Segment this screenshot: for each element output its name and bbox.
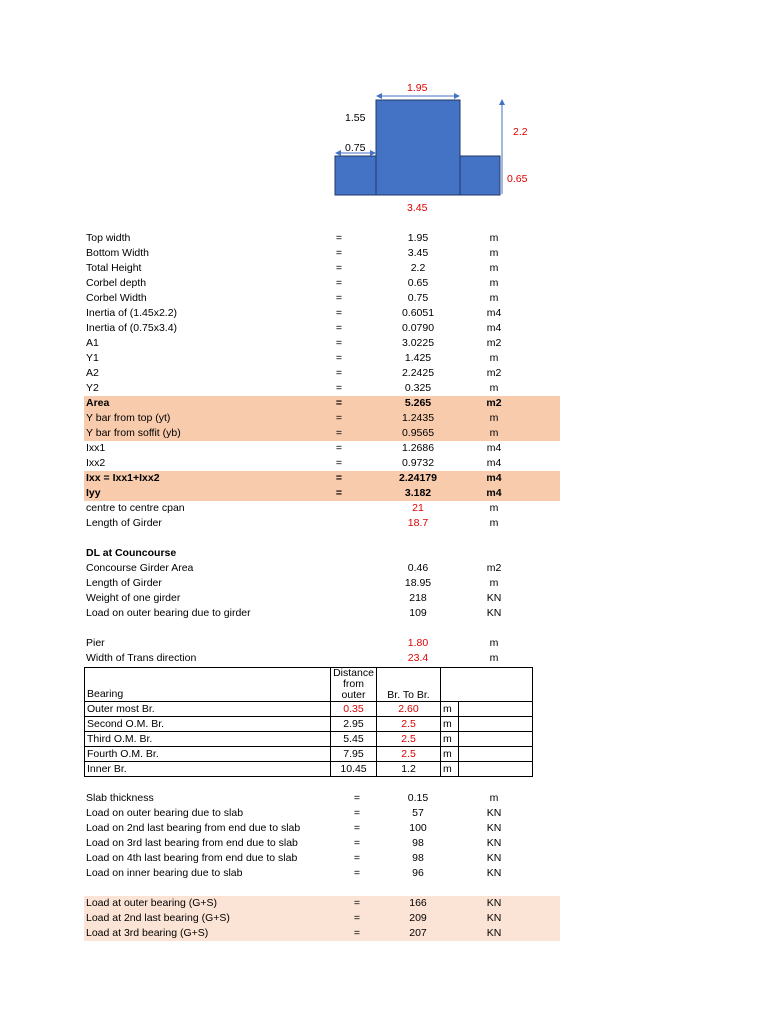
prop-row — [84, 261, 560, 276]
gs-label: Load at outer bearing (G+S) — [86, 897, 218, 909]
prop-unit: m — [489, 277, 499, 289]
bearing-name: Inner Br. — [85, 762, 331, 777]
prop-unit: m — [489, 352, 499, 364]
prop-unit: m2 — [486, 337, 502, 349]
prop-value: 0.0790 — [401, 322, 435, 334]
pier-unit: m — [489, 637, 499, 649]
prop-row-area — [84, 396, 560, 411]
header-bearing: Bearing — [85, 668, 331, 702]
slab-value: 98 — [412, 852, 424, 864]
prop-row — [84, 381, 560, 396]
dl-unit: m — [489, 577, 499, 589]
prop-value: 0.65 — [407, 277, 429, 289]
prop-row-yb — [84, 426, 560, 441]
bearing-blank — [459, 762, 533, 777]
header-blank — [441, 668, 533, 702]
slab-eq: = — [353, 792, 361, 804]
prop-label: Iyy — [86, 487, 101, 499]
slab-value: 0.15 — [407, 792, 429, 804]
slab-value: 98 — [412, 837, 424, 849]
prop-eq: = — [335, 412, 343, 424]
prop-eq: = — [335, 367, 343, 379]
pier-row — [84, 636, 560, 651]
dl-row — [84, 606, 560, 621]
bearing-br: 2.5 — [377, 732, 441, 747]
header-distance: Distance from outer — [331, 668, 377, 702]
prop-unit: m — [489, 247, 499, 259]
prop-eq: = — [335, 427, 343, 439]
gs-label: Load at 3rd bearing (G+S) — [86, 927, 209, 939]
diagram-top-width: 1.95 — [407, 82, 428, 94]
slab-eq: = — [353, 837, 361, 849]
prop-unit: m2 — [486, 367, 502, 379]
header-br-to-br: Br. To Br. — [377, 668, 441, 702]
bearing-blank — [459, 747, 533, 762]
prop-value: 18.7 — [407, 517, 429, 529]
slab-row — [84, 866, 560, 881]
bearing-br: 2.5 — [377, 717, 441, 732]
prop-eq: = — [335, 457, 343, 469]
gs-row — [84, 926, 560, 941]
prop-eq: = — [335, 277, 343, 289]
prop-unit: m2 — [486, 397, 502, 409]
slab-eq: = — [353, 822, 361, 834]
slab-row — [84, 806, 560, 821]
table-row — [85, 702, 533, 717]
dl-value: 218 — [409, 592, 427, 604]
gs-value: 166 — [409, 897, 427, 909]
prop-value: 1.2686 — [401, 442, 435, 454]
prop-eq: = — [335, 262, 343, 274]
prop-row — [84, 351, 560, 366]
bearing-name: Second O.M. Br. — [85, 717, 331, 732]
slab-row — [84, 791, 560, 806]
prop-eq: = — [335, 337, 343, 349]
prop-value: 5.265 — [404, 397, 432, 409]
prop-label: A2 — [86, 367, 99, 379]
prop-eq: = — [335, 352, 343, 364]
dl-row — [84, 561, 560, 576]
bearing-br: 1.2 — [377, 762, 441, 777]
prop-value: 2.2425 — [401, 367, 435, 379]
prop-label: Ixx1 — [86, 442, 106, 454]
prop-label: Inertia of (1.45x2.2) — [86, 307, 178, 319]
prop-value: 3.0225 — [401, 337, 435, 349]
prop-value: 0.6051 — [401, 307, 435, 319]
bearing-unit: m — [441, 732, 459, 747]
prop-unit: m — [489, 412, 499, 424]
prop-value: 0.325 — [404, 382, 432, 394]
slab-unit: KN — [486, 867, 502, 879]
prop-row-iyy — [84, 486, 560, 501]
gs-unit: KN — [486, 927, 502, 939]
prop-row-ixx — [84, 471, 560, 486]
slab-row — [84, 836, 560, 851]
prop-value: 2.24179 — [399, 472, 437, 484]
prop-eq: = — [335, 397, 343, 409]
dl-unit: KN — [486, 607, 502, 619]
slab-unit: KN — [486, 837, 502, 849]
bearing-distance: 10.45 — [331, 762, 377, 777]
table-row — [85, 732, 533, 747]
prop-label: Y bar from soffit (yb) — [86, 427, 181, 439]
corbel-right — [460, 156, 500, 195]
prop-value: 0.9565 — [401, 427, 435, 439]
gs-value: 207 — [409, 927, 427, 939]
bearing-unit: m — [441, 717, 459, 732]
gs-value: 209 — [409, 912, 427, 924]
slab-value: 57 — [412, 807, 424, 819]
bearing-distance: 2.95 — [331, 717, 377, 732]
prop-value: 3.182 — [404, 487, 432, 499]
dl-row — [84, 591, 560, 606]
pier-label: Pier — [86, 637, 105, 649]
prop-label: Y bar from top (yt) — [86, 412, 171, 424]
dl-label: Load on outer bearing due to girder — [86, 607, 251, 619]
prop-row — [84, 366, 560, 381]
prop-label: Corbel depth — [86, 277, 147, 289]
prop-eq: = — [335, 307, 343, 319]
dl-label: Concourse Girder Area — [86, 562, 194, 574]
prop-label: Y2 — [86, 382, 99, 394]
prop-row-girder-length — [84, 516, 560, 531]
prop-eq: = — [335, 442, 343, 454]
prop-unit: m — [489, 382, 499, 394]
prop-value: 0.9732 — [401, 457, 435, 469]
prop-unit: m — [489, 517, 499, 529]
slab-eq: = — [353, 867, 361, 879]
bearing-unit: m — [441, 747, 459, 762]
prop-unit: m4 — [486, 322, 502, 334]
dl-title-text: DL at Councourse — [86, 547, 177, 559]
slab-unit: KN — [486, 852, 502, 864]
bearing-blank — [459, 732, 533, 747]
bearing-blank — [459, 702, 533, 717]
prop-unit: m — [489, 262, 499, 274]
prop-eq: = — [335, 292, 343, 304]
prop-label: Ixx = Ixx1+Ixx2 — [86, 472, 160, 484]
slab-row — [84, 821, 560, 836]
prop-unit: m — [489, 292, 499, 304]
prop-unit: m4 — [486, 472, 502, 484]
prop-row — [84, 336, 560, 351]
dl-row — [84, 576, 560, 591]
gs-eq: = — [353, 912, 361, 924]
prop-eq: = — [335, 322, 343, 334]
prop-unit: m — [489, 232, 499, 244]
slab-label: Load on 2nd last bearing from end due to slab — [86, 822, 301, 834]
prop-eq: = — [335, 472, 343, 484]
dl-value: 18.95 — [404, 577, 432, 589]
prop-value: 1.425 — [404, 352, 432, 364]
pier-label: Width of Trans direction — [86, 652, 197, 664]
diagram-corbel-depth: 0.65 — [507, 173, 528, 185]
gs-row — [84, 911, 560, 926]
diagram-label-155: 1.55 — [345, 112, 366, 124]
prop-row — [84, 306, 560, 321]
prop-label: Ixx2 — [86, 457, 106, 469]
prop-row — [84, 246, 560, 261]
slab-eq: = — [353, 807, 361, 819]
prop-unit: m4 — [486, 442, 502, 454]
prop-eq: = — [335, 232, 343, 244]
diagram-label-075: 0.75 — [345, 142, 366, 154]
prop-value: 1.2435 — [401, 412, 435, 424]
slab-label: Load on outer bearing due to slab — [86, 807, 244, 819]
prop-value: 2.2 — [410, 262, 426, 274]
bearing-name: Fourth O.M. Br. — [85, 747, 331, 762]
gs-label: Load at 2nd last bearing (G+S) — [86, 912, 230, 924]
prop-row-span — [84, 501, 560, 516]
gs-eq: = — [353, 927, 361, 939]
bearing-blank — [459, 717, 533, 732]
pier-value: 23.4 — [407, 652, 429, 664]
prop-row — [84, 276, 560, 291]
prop-label: centre to centre cpan — [86, 502, 185, 514]
bearing-table — [84, 667, 533, 777]
prop-unit: m4 — [486, 487, 502, 499]
dl-label: Length of Girder — [86, 577, 162, 589]
dl-unit: m2 — [486, 562, 502, 574]
table-row — [85, 762, 533, 777]
slab-row — [84, 851, 560, 866]
prop-unit: m4 — [486, 307, 502, 319]
prop-eq: = — [335, 247, 343, 259]
slab-value: 100 — [409, 822, 427, 834]
prop-unit: m — [489, 502, 499, 514]
gs-unit: KN — [486, 897, 502, 909]
bearing-unit: m — [441, 762, 459, 777]
prop-label: Length of Girder — [86, 517, 162, 529]
slab-label: Slab thickness — [86, 792, 154, 804]
prop-eq: = — [335, 382, 343, 394]
prop-value: 0.75 — [407, 292, 429, 304]
prop-row-yt — [84, 411, 560, 426]
slab-unit: KN — [486, 822, 502, 834]
prop-value: 21 — [412, 502, 424, 514]
prop-row — [84, 231, 560, 246]
slab-eq: = — [353, 852, 361, 864]
slab-label: Load on 4th last bearing from end due to slab — [86, 852, 298, 864]
prop-value: 1.95 — [407, 232, 429, 244]
prop-label: Top width — [86, 232, 131, 244]
prop-unit: m4 — [486, 457, 502, 469]
pier-unit: m — [489, 652, 499, 664]
bearing-distance: 7.95 — [331, 747, 377, 762]
diagram-bottom-width: 3.45 — [407, 202, 428, 214]
bearing-br: 2.60 — [377, 702, 441, 717]
bearing-unit: m — [441, 702, 459, 717]
slab-value: 96 — [412, 867, 424, 879]
pier-value: 1.80 — [407, 637, 429, 649]
prop-row — [84, 456, 560, 471]
dl-label: Weight of one girder — [86, 592, 181, 604]
gs-unit: KN — [486, 912, 502, 924]
pier-row — [84, 651, 560, 666]
prop-label: Bottom Width — [86, 247, 150, 259]
slab-unit: KN — [486, 807, 502, 819]
prop-label: Area — [86, 397, 110, 409]
dl-title — [84, 546, 560, 561]
prop-value: 3.45 — [407, 247, 429, 259]
prop-eq: = — [335, 487, 343, 499]
bearing-table-header — [85, 668, 533, 702]
slab-unit: m — [489, 792, 499, 804]
gs-row — [84, 896, 560, 911]
bearing-name: Outer most Br. — [85, 702, 331, 717]
prop-label: Y1 — [86, 352, 99, 364]
dl-value: 109 — [409, 607, 427, 619]
bearing-distance: 5.45 — [331, 732, 377, 747]
prop-unit: m — [489, 427, 499, 439]
corbel-left — [335, 156, 376, 195]
dl-unit: KN — [486, 592, 502, 604]
table-row — [85, 717, 533, 732]
slab-label: Load on inner bearing due to slab — [86, 867, 243, 879]
dl-value: 0.46 — [407, 562, 429, 574]
diagram-total-height: 2.2 — [513, 126, 528, 138]
slab-label: Load on 3rd last bearing from end due to slab — [86, 837, 298, 849]
prop-label: Total Height — [86, 262, 142, 274]
bearing-name: Third O.M. Br. — [85, 732, 331, 747]
gs-eq: = — [353, 897, 361, 909]
prop-label: Inertia of (0.75x3.4) — [86, 322, 178, 334]
prop-row — [84, 441, 560, 456]
prop-label: Corbel Width — [86, 292, 147, 304]
web-block — [376, 100, 460, 195]
prop-row — [84, 321, 560, 336]
table-row — [85, 747, 533, 762]
prop-label: A1 — [86, 337, 99, 349]
prop-row — [84, 291, 560, 306]
bearing-distance: 0.35 — [331, 702, 377, 717]
bearing-br: 2.5 — [377, 747, 441, 762]
